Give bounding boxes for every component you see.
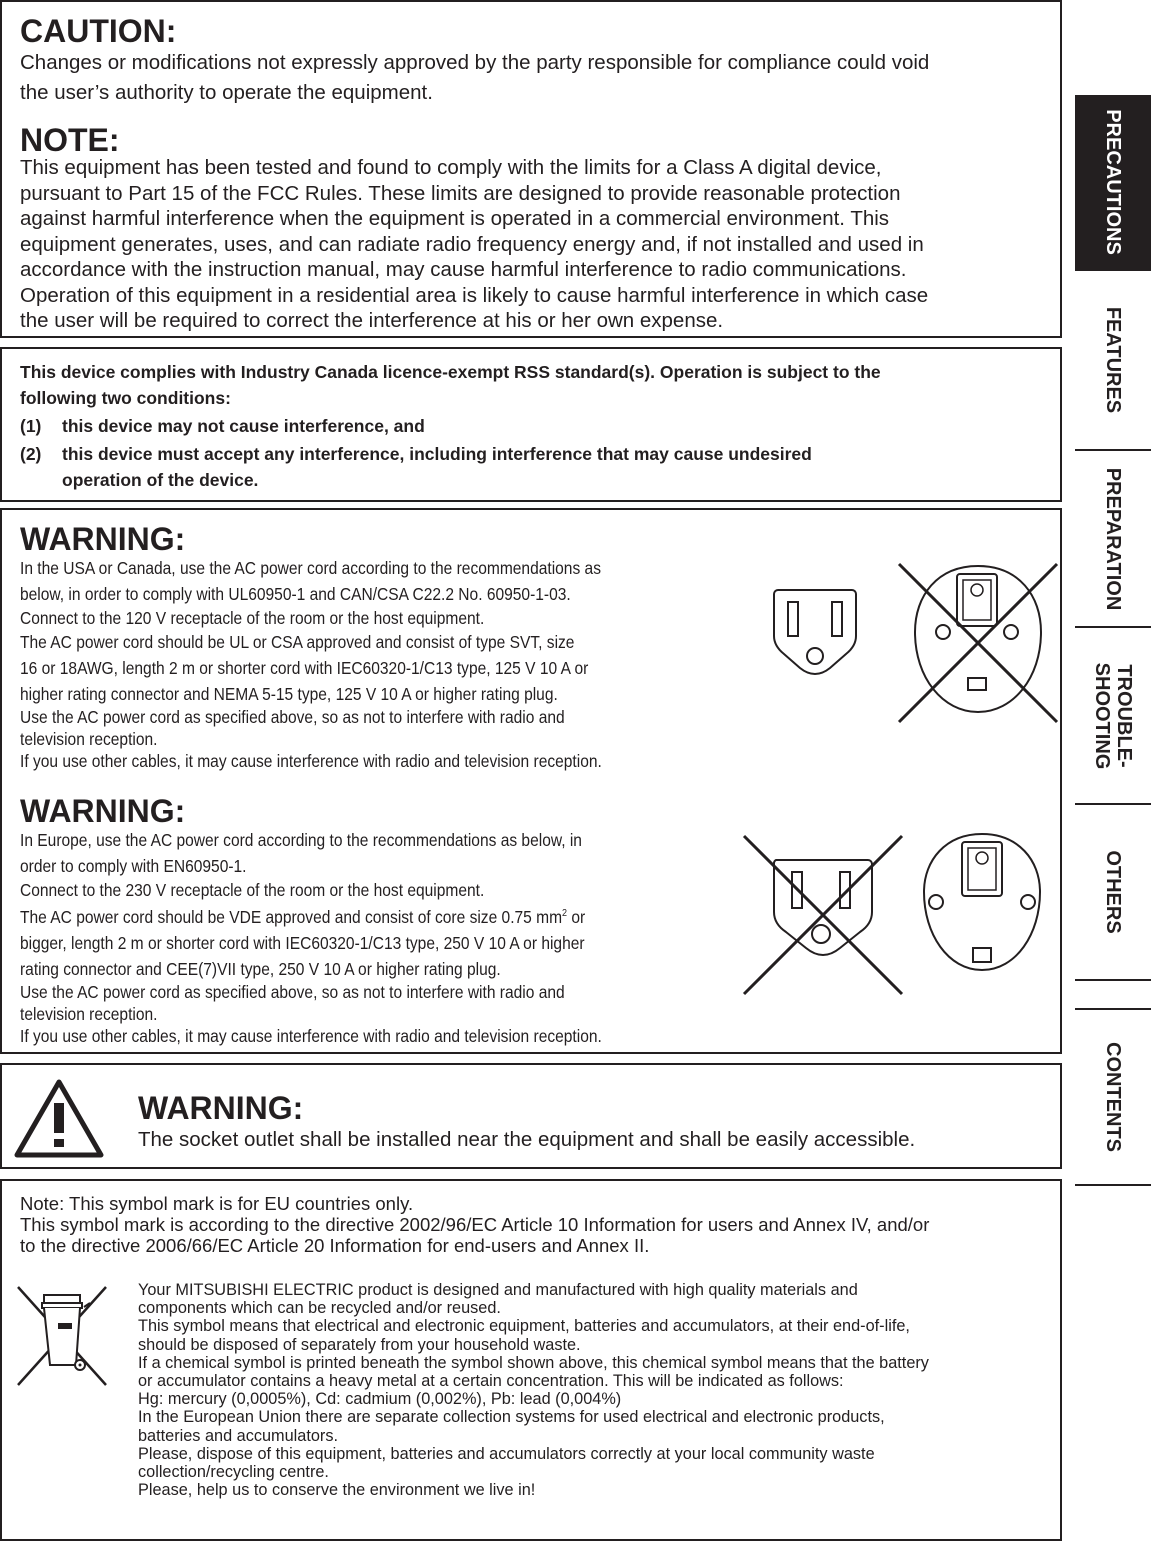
warning-eu-line-4a: The AC power cord should be VDE approved and consist of core size 0.75 mm — [20, 906, 563, 927]
industry-canada-box — [0, 347, 1062, 502]
eu-body-line: If a chemical symbol is printed beneath the symbol shown above, this chemical symbol means that the battery — [138, 1353, 929, 1372]
condition-1-text: this device may not cause interference, and — [62, 416, 425, 436]
eu-body-line: Please, dispose of this equipment, batteries and accumulators correctly at your local community waste — [138, 1444, 875, 1463]
schuko-plug-icon — [916, 830, 1048, 976]
squared-superscript: 2 — [562, 908, 568, 919]
warning-eu-line: rating connector and CEE(7)VII type, 250 V 10 A or higher rating plug. — [20, 958, 501, 979]
warning-eu-line-4b: or — [567, 906, 586, 927]
note-body — [20, 155, 929, 334]
note-line: equipment generates, uses, and can radiate radio frequency energy and, if not installed and used in — [20, 232, 924, 256]
eu-body-line: should be disposed of separately from your household waste. — [138, 1335, 581, 1354]
eu-note-line-2: This symbol mark is according to the directive 2002/96/EC Article 10 Information for users and Annex IV, and/or — [20, 1214, 930, 1235]
warning-usa-line: television reception. — [20, 729, 158, 749]
warning-usa-line: higher rating connector and NEMA 5-15 type, 125 V 10 A or higher rating plug. — [20, 684, 558, 704]
socket-warning-heading: WARNING: — [138, 1090, 304, 1126]
warning-eu-line: bigger, length 2 m or shorter cord with IEC60320-1/C13 type, 250 V 10 A or higher — [20, 932, 585, 953]
tab-troubleshooting-line-2: SHOOTING — [1091, 662, 1113, 769]
eu-symbol-body — [138, 1281, 1058, 1499]
caution-line-2: the user’s authority to operate the equipment. — [20, 80, 433, 104]
warning-usa-line: below, in order to comply with UL60950-1 and CAN/CSA C22.2 No. 60950-1-03. — [20, 584, 571, 604]
note-line: the user will be required to correct the interference at his or her own expense. — [20, 309, 724, 332]
warning-eu-line: In Europe, use the AC power cord according to the recommendations as below, in — [20, 830, 582, 850]
warning-eu-heading: WARNING: — [20, 793, 186, 829]
warning-usa-line: 16 or 18AWG, length 2 m or shorter cord with IEC60320-1/C13 type, 125 V 10 A or — [20, 658, 589, 678]
warning-eu-line: television reception. — [20, 1003, 158, 1024]
tab-troubleshooting-line-1: TROUBLE- — [1113, 663, 1135, 768]
note-line: against harmful interference when the equipment is operated in a commercial environment. This — [20, 207, 890, 230]
tab-precautions[interactable] — [1075, 95, 1151, 271]
nema-plug-icon — [770, 584, 860, 684]
eu-body-line: This symbol means that electrical and electronic equipment, batteries and accumulators, at their end-of-life, — [138, 1317, 910, 1336]
warning-eu-line: Use the AC power cord as specified above, so as not to interfere with radio and — [20, 981, 565, 1002]
tab-features-label: FEATURES — [1102, 306, 1124, 414]
eu-body-line: or accumulator contains a heavy metal at a certain concentration. This will be indicated as follows: — [138, 1372, 844, 1391]
eu-note-line-1: Note: This symbol mark is for EU countries only. — [20, 1193, 414, 1214]
warning-usa-line: Connect to the 120 V receptacle of the room or the host equipment. — [20, 608, 485, 628]
tab-precautions-label: PRECAUTIONS — [1102, 109, 1124, 255]
eu-body-line: Please, help us to conserve the environment we live in! — [138, 1481, 536, 1500]
condition-1-number: (1) — [20, 416, 42, 436]
warning-usa-line: In the USA or Canada, use the AC power cord according to the recommendations as — [20, 558, 601, 578]
caution-heading: CAUTION: — [20, 13, 177, 49]
note-line: This equipment has been tested and found to comply with the limits for a Class A digital device, — [20, 156, 882, 179]
warning-eu-line: order to comply with EN60950-1. — [20, 856, 247, 876]
eu-body-line: collection/recycling centre. — [138, 1463, 329, 1482]
canada-line-2: following two conditions: — [20, 388, 231, 408]
warning-triangle-icon — [12, 1077, 106, 1161]
tab-others[interactable] — [1075, 805, 1151, 981]
socket-warning-text: The socket outlet shall be installed near the equipment and shall be easily accessible. — [138, 1128, 916, 1151]
condition-2-text-2: operation of the device. — [62, 470, 259, 490]
eu-body-line: batteries and accumulators. — [138, 1426, 339, 1445]
note-line: accordance with the instruction manual, may cause harmful interference to radio communications. — [20, 258, 907, 281]
tab-others-label: OTHERS — [1102, 850, 1124, 934]
eu-note-line-3: to the directive 2006/66/EC Article 20 Information for end-users and Annex II. — [20, 1235, 650, 1256]
note-line: Operation of this equipment in a residential area is likely to cause harmful interference in which case — [20, 283, 929, 307]
eu-body-line: components which can be recycled and/or reused. — [138, 1299, 501, 1318]
eu-body-line: In the European Union there are separate collection systems for used electrical and electronic products, — [138, 1408, 885, 1427]
crossed-wheelie-bin-icon — [14, 1281, 110, 1391]
tab-troubleshooting[interactable] — [1075, 628, 1151, 805]
warning-eu-line-4 — [20, 902, 731, 929]
warning-eu-line: Connect to the 230 V receptacle of the room or the host equipment. — [20, 880, 485, 900]
tab-preparation-label: PREPARATION — [1102, 467, 1124, 610]
warning-usa-line: If you use other cables, it may cause interference with radio and television reception. — [20, 751, 602, 771]
warning-eu-line: If you use other cables, it may cause interference with radio and television reception. — [20, 1025, 602, 1046]
warning-usa-line: The AC power cord should be UL or CSA approved and consist of type SVT, size — [20, 632, 575, 652]
note-line: pursuant to Part 15 of the FCC Rules. These limits are designed to provide reasonable protection — [20, 181, 901, 205]
eu-body-line: Hg: mercury (0,0005%), Cd: cadmium (0,002%), Pb: lead (0,004%) — [138, 1390, 622, 1409]
eu-symbol-box — [0, 1179, 1062, 1541]
canada-line-1: This device complies with Industry Canada licence-exempt RSS standard(s). Operation is subject to the — [20, 362, 881, 382]
tab-features[interactable] — [1075, 271, 1151, 451]
schuko-plug-crossed-icon — [897, 560, 1059, 726]
tab-contents[interactable] — [1075, 1008, 1151, 1186]
warning-usa-heading: WARNING: — [20, 521, 186, 557]
tab-preparation[interactable] — [1075, 451, 1151, 628]
caution-line-1: Changes or modifications not expressly approved by the party responsible for compliance could void — [20, 51, 930, 74]
condition-2-text-1: this device must accept any interference, including interference that may cause undesired — [62, 444, 812, 464]
nema-plug-crossed-icon — [740, 832, 906, 998]
warning-usa-line: Use the AC power cord as specified above, so as not to interfere with radio and — [20, 707, 565, 727]
condition-2-number: (2) — [20, 444, 42, 464]
note-heading: NOTE: — [20, 122, 120, 158]
eu-body-line: Your MITSUBISHI ELECTRIC product is designed and manufactured with high quality materials and — [138, 1281, 858, 1299]
warning-eu-body — [20, 828, 731, 1047]
socket-warning-box — [0, 1063, 1062, 1169]
power-cord-warning-box — [0, 508, 1062, 1054]
warning-usa-body — [20, 556, 731, 772]
caution-note-box — [0, 0, 1062, 338]
tab-troubleshooting-label — [1091, 662, 1135, 769]
tab-contents-label: CONTENTS — [1102, 1042, 1124, 1152]
